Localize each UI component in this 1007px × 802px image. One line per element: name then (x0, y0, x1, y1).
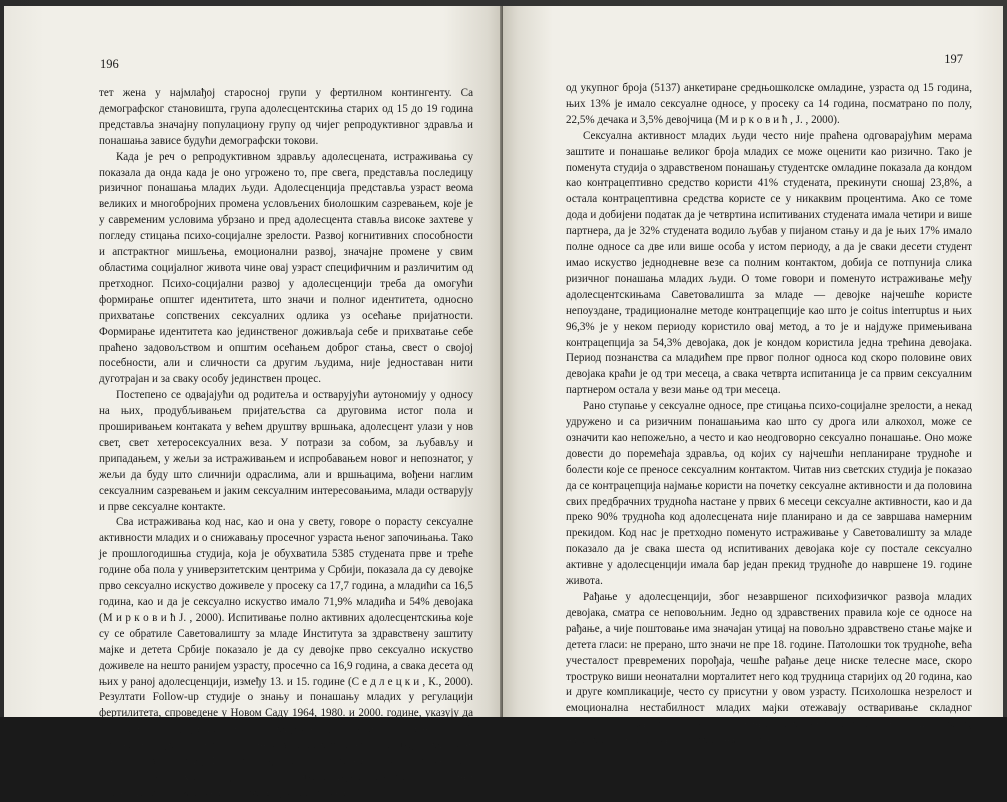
left-page (4, 6, 503, 799)
paragraph: од укупног броја (5137) анкетиране средњошколске омладине, узраста од 15 година, њих 13% је имало сексуалне односе, у просеку са 14 година, посматрано по полу, 22,5% дечака и 3,5% девојчица (М и р к о в и ћ , Ј. , 2000). (566, 82, 972, 126)
paragraph: Постепено се одвајајући од родитеља и остварујући аутономију у односу на њих, продубљивањем пријатељства са друговима истог пола и проширивањем контаката у већем друштву вршњака, адолесцент улази у нов свет, свет хетеросексуалних веза. У потрази за собом, за љубављу и припадањем, у жељи за истраживањем и испробавањем новог и непознатог, у жељи да буду што сличнији одраслима, али и вршњацима, вођени наглим сексуалним сазревањем и јаким сексуалним интересовањима, млади остварују и прве сексуалне контакте. (99, 389, 473, 513)
right-page-text (566, 81, 972, 749)
left-page-text (99, 86, 473, 802)
right-page-number: 197 (944, 52, 963, 66)
paragraph: тет жена у најмлађој старосној групи у фертилном контингенту. Са демографског становишта, група адолесцентскиња старих од 15 до 19 година представља значајну популациону групу од чијег репродуктивног здравља и понашања зависе будући демографски токови. (99, 87, 473, 147)
right-page (503, 6, 1003, 747)
paragraph: Сексуална активност младих људи често није праћена одговарајућим мерама заштите и понашање великог броја младих се може оценити као ризично. Тако је поменута студија о здравственом понашању студентске омладине показала да кондом као контрацептивно средство користи 41% студената, прекинути сношај 23,8%, а остала контрацептивна средства користе се у никаквим процентима. Ако се томе дода и добијени податак да је четвртина испитиваних студената имала четири и више партнера, да је 32% студената водило љубав у пијаном стању и да је њих 17% имало полне односе са две или више особа у истом периоду, а да је сваки десети студент имао искуство једнодневне везе са полним контактом, добија се потпунија слика ризичног понашања младих људи. О томе говори и поменуто истраживање међу адолесцентскињама Саветовалишта за младе — девојке најчешће користе непоуздане, традиционалне методе контрацепције као што је coitus interruptus и њих 96,3% је у неком периоду користило овај метод, а то је и најдуже примењивана контрацепција за 54,3% девојака, док је кондом користила једна трећина девојака. Период познанства са младићем пре првог полног односа код скоро половине ових девојака краћи је од три месеца, а свака четврта испитаница је са првим сексуалним партнером остала у вези мање од три месеца. (566, 129, 972, 397)
paragraph: Рађање у адолесценцији, због незавршеног психофизичког развоја младих девојака, сматра се неповољним. Једно од здравствених правила које се односе на рађање, а чије поштовање има значајан утицај на повољно здравствено стање мајке и детета гласи: не прерано, што значи не пре 18. године. Патолошки ток трудноће, већа учесталост превремених порођаја, чешће рађање деце ниске телесне масе, скоро троструко виши неонатални морталитет него код трудница старијих од 20 година, као и друге компликације, често су присутни у овом узрасту. Психолошка незрелост и емоционална нестабилност младих мајки отежавају остваривање складног породичног живота, правилно одгајање деце, често значе прекид школовања, неизвесну перспективу професионалног ангажова- (566, 591, 972, 747)
paragraph: Сва истраживања код нас, као и она у свету, говоре о порасту сексуалне активности младих и о снижавању просечног узраста њеног започињања. Тако је прошлогодишња студија, која је обухватила 5385 студената прве и треће године оба пола у универзитетским центрима у Србији, показала да су девојке прво сексуално искуство доживеле у просеку са 17,7 година, а младићи са 16,5 година, као и да је сексуално искуство имало 71,9% младића и 54% девојака (М и р к о в и ћ Ј. , 2000). Испитивање полно активних адолесцентскиња које су се обратиле Саветовалишту за младе Института за здравствену заштиту мајке и детета Србије показало је да су девојке прво сексуално искуство доживеле на нешто ранијем узрасту, просечно са 16,9 година, а свака десета од њих у раној адолесценцији, између 13. и 15. године (С е д л е ц к и , К., 2000). Резултати Follow-up студије о знању и понашању младих у регулацији фертилитета, спроведене у Новом Саду 1964, 1980. и 2000. године, указују да су у све три студије девојке први сексуални однос имале просечно око 16. године, а да је проценат испитаних адолесцентскиња које имају сексуалне односе порастао са 2 у 1964. години, преко 9 у 1980. на 26 у 2000. години (С т а н у л о в и ћ - К а п о р , Н., 2000). Према студији здравственог понашања средњошколске омладине, спроведеној 2000. године, (99, 516, 473, 799)
paragraph: Када је реч о репродуктивном здрављу адолесцената, истраживања су показала да онда када је оно угрожено то, пре свега, представља последицу ризичног понашања младих људи. Адолесценција представља узраст веома великих и многобројних промена условљених биолошким сазревањем, које је у савременим условима убрзано и пред адолесцента ставља високе захтеве у погледу стицања психо-социјалне зрелости. Развој когнитивних способности и апстрактног мишљења, емоционални развој, значајне промене у свим областима социјалног живота чине овај узраст специфичним и различитим од претходног. Психо-социјални развој у адолесценцији треба да омогући формирање општег идентитета, што значи и полног идентитета, односно прихватање сопствених сексуалних одлика уз осећање пријатности. Формирање идентитета као јединственог доживљаја себе и прихватање себе праћено задовољством и општим осећањем доброг стања, свест о својој посебности, али и сличности са другим људима, није једноставан нити дуготрајан и за сваку особу јединствен процес. (99, 150, 473, 386)
left-page-number: 196 (100, 57, 119, 71)
paragraph: Рано ступање у сексуалне односе, пре стицања психо-социјалне зрелости, а некад удружено и са ризичним понашањима као што су дрога или алкохол, може се означити као непожељно, а често и као неодговорно сексуално понашање. Оно може довести до поремећаја здравља, од којих су најчешћи непланиране трудноће и болести које се преносе сексуалним контактом. Читав низ светских студија је показао да се контрацепција најмање користи на почетку сексуалне активности и да половина свих предбрачних трудноћа настане у првих 6 месеци сексуалне активности, као и да преко 90% трудноћа код адолесцената није планирано и да се завршава намерним прекидом. Код нас је претходно поменуто истраживање у Саветовалишту за младе показало да је свака шеста од испитиваних девојака које су постале сексуално активне у адолесценцији имала бар један прекид трудноће до навршене 19. године живота. (566, 400, 972, 588)
